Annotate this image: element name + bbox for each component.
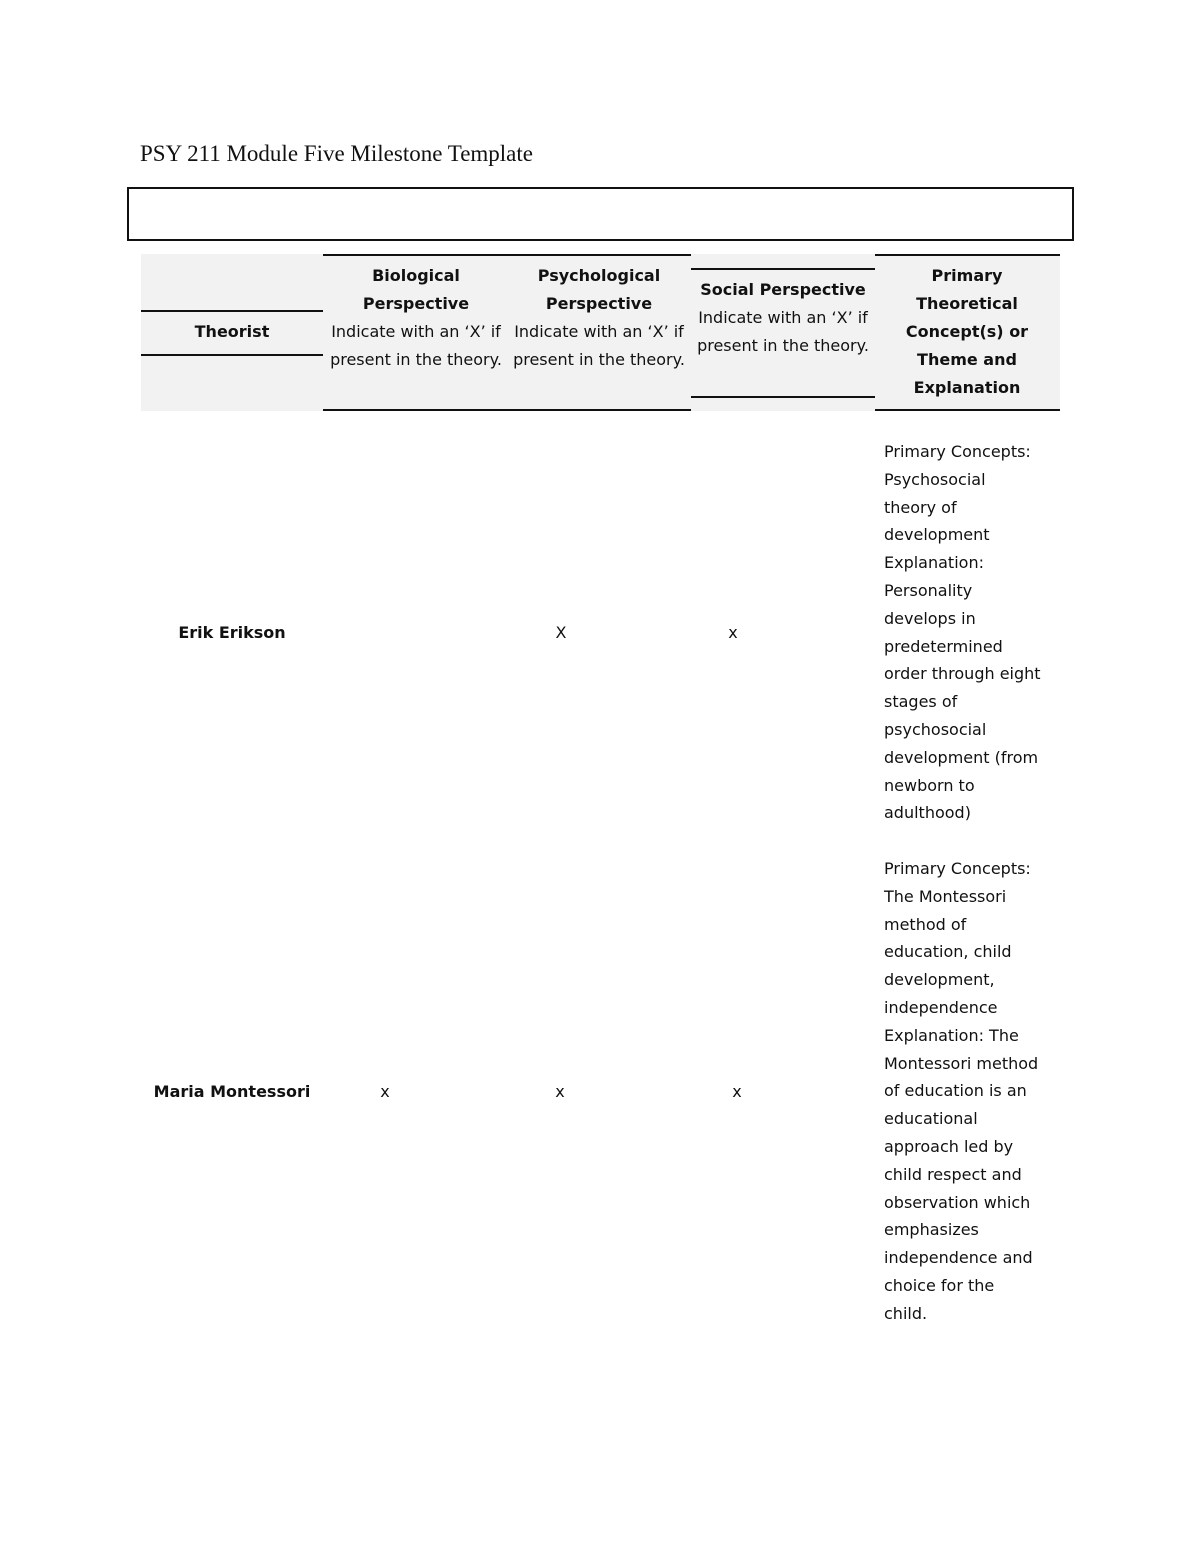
- header-biological-title-2: Perspective: [362, 294, 470, 313]
- theorist-name: Erik Erikson: [178, 623, 286, 642]
- header-social-instruction: Indicate with an ‘X’ if present in the theory.: [697, 308, 869, 355]
- biological-mark: x: [380, 1082, 390, 1101]
- header-biological-instruction: Indicate with an ‘X’ if present in the theory.: [330, 322, 502, 369]
- empty-title-box: [127, 187, 1074, 241]
- header-social-title: Social Perspective: [700, 280, 866, 299]
- psychological-mark: X: [555, 623, 567, 642]
- header-social: [696, 276, 870, 360]
- psychological-mark: x: [555, 1082, 565, 1101]
- primary-header-top-rule: [875, 254, 1060, 256]
- header-psychological-title-2: Perspective: [545, 294, 653, 313]
- header-theorist-label: Theorist: [194, 322, 270, 341]
- primary-concepts: Primary Concepts: The Montessori method of education, child development, independence Explanation: The Montessori method of education is an educational approach led by child respect and observation which emphasizes independence and choice for the child.: [884, 859, 1039, 1323]
- header-psychological-title-1: Psychological: [537, 266, 661, 285]
- header-primary-title: Primary Theoretical Concept(s) or Theme and Explanation: [905, 266, 1029, 397]
- social-header-top-rule: [691, 268, 875, 270]
- header-biological-title-1: Biological: [372, 266, 460, 285]
- document-title: PSY 211 Module Five Milestone Template: [140, 141, 533, 166]
- theorist-header-bottom-rule: [141, 354, 323, 356]
- bio-psych-header-top-rule: [323, 254, 691, 256]
- social-header-bottom-rule: [691, 396, 875, 398]
- header-primary: [890, 262, 1044, 402]
- header-psychological-instruction: Indicate with an ‘X’ if present in the theory.: [513, 322, 685, 369]
- header-biological: [330, 262, 502, 374]
- social-mark: x: [728, 623, 738, 642]
- theorist-header-top-rule: [141, 310, 323, 312]
- header-theorist: [141, 318, 323, 346]
- primary-header-bottom-rule: [875, 409, 1060, 411]
- theorist-name: Maria Montessori: [153, 1082, 311, 1101]
- bio-psych-header-bottom-rule: [323, 409, 691, 411]
- primary-concepts: Primary Concepts: Psychosocial theory of development Explanation: Personality develops in predetermined order through eight stages of psychosocial development (from newborn to adulthood): [884, 442, 1041, 823]
- social-mark: x: [732, 1082, 742, 1101]
- header-psychological: [513, 262, 685, 374]
